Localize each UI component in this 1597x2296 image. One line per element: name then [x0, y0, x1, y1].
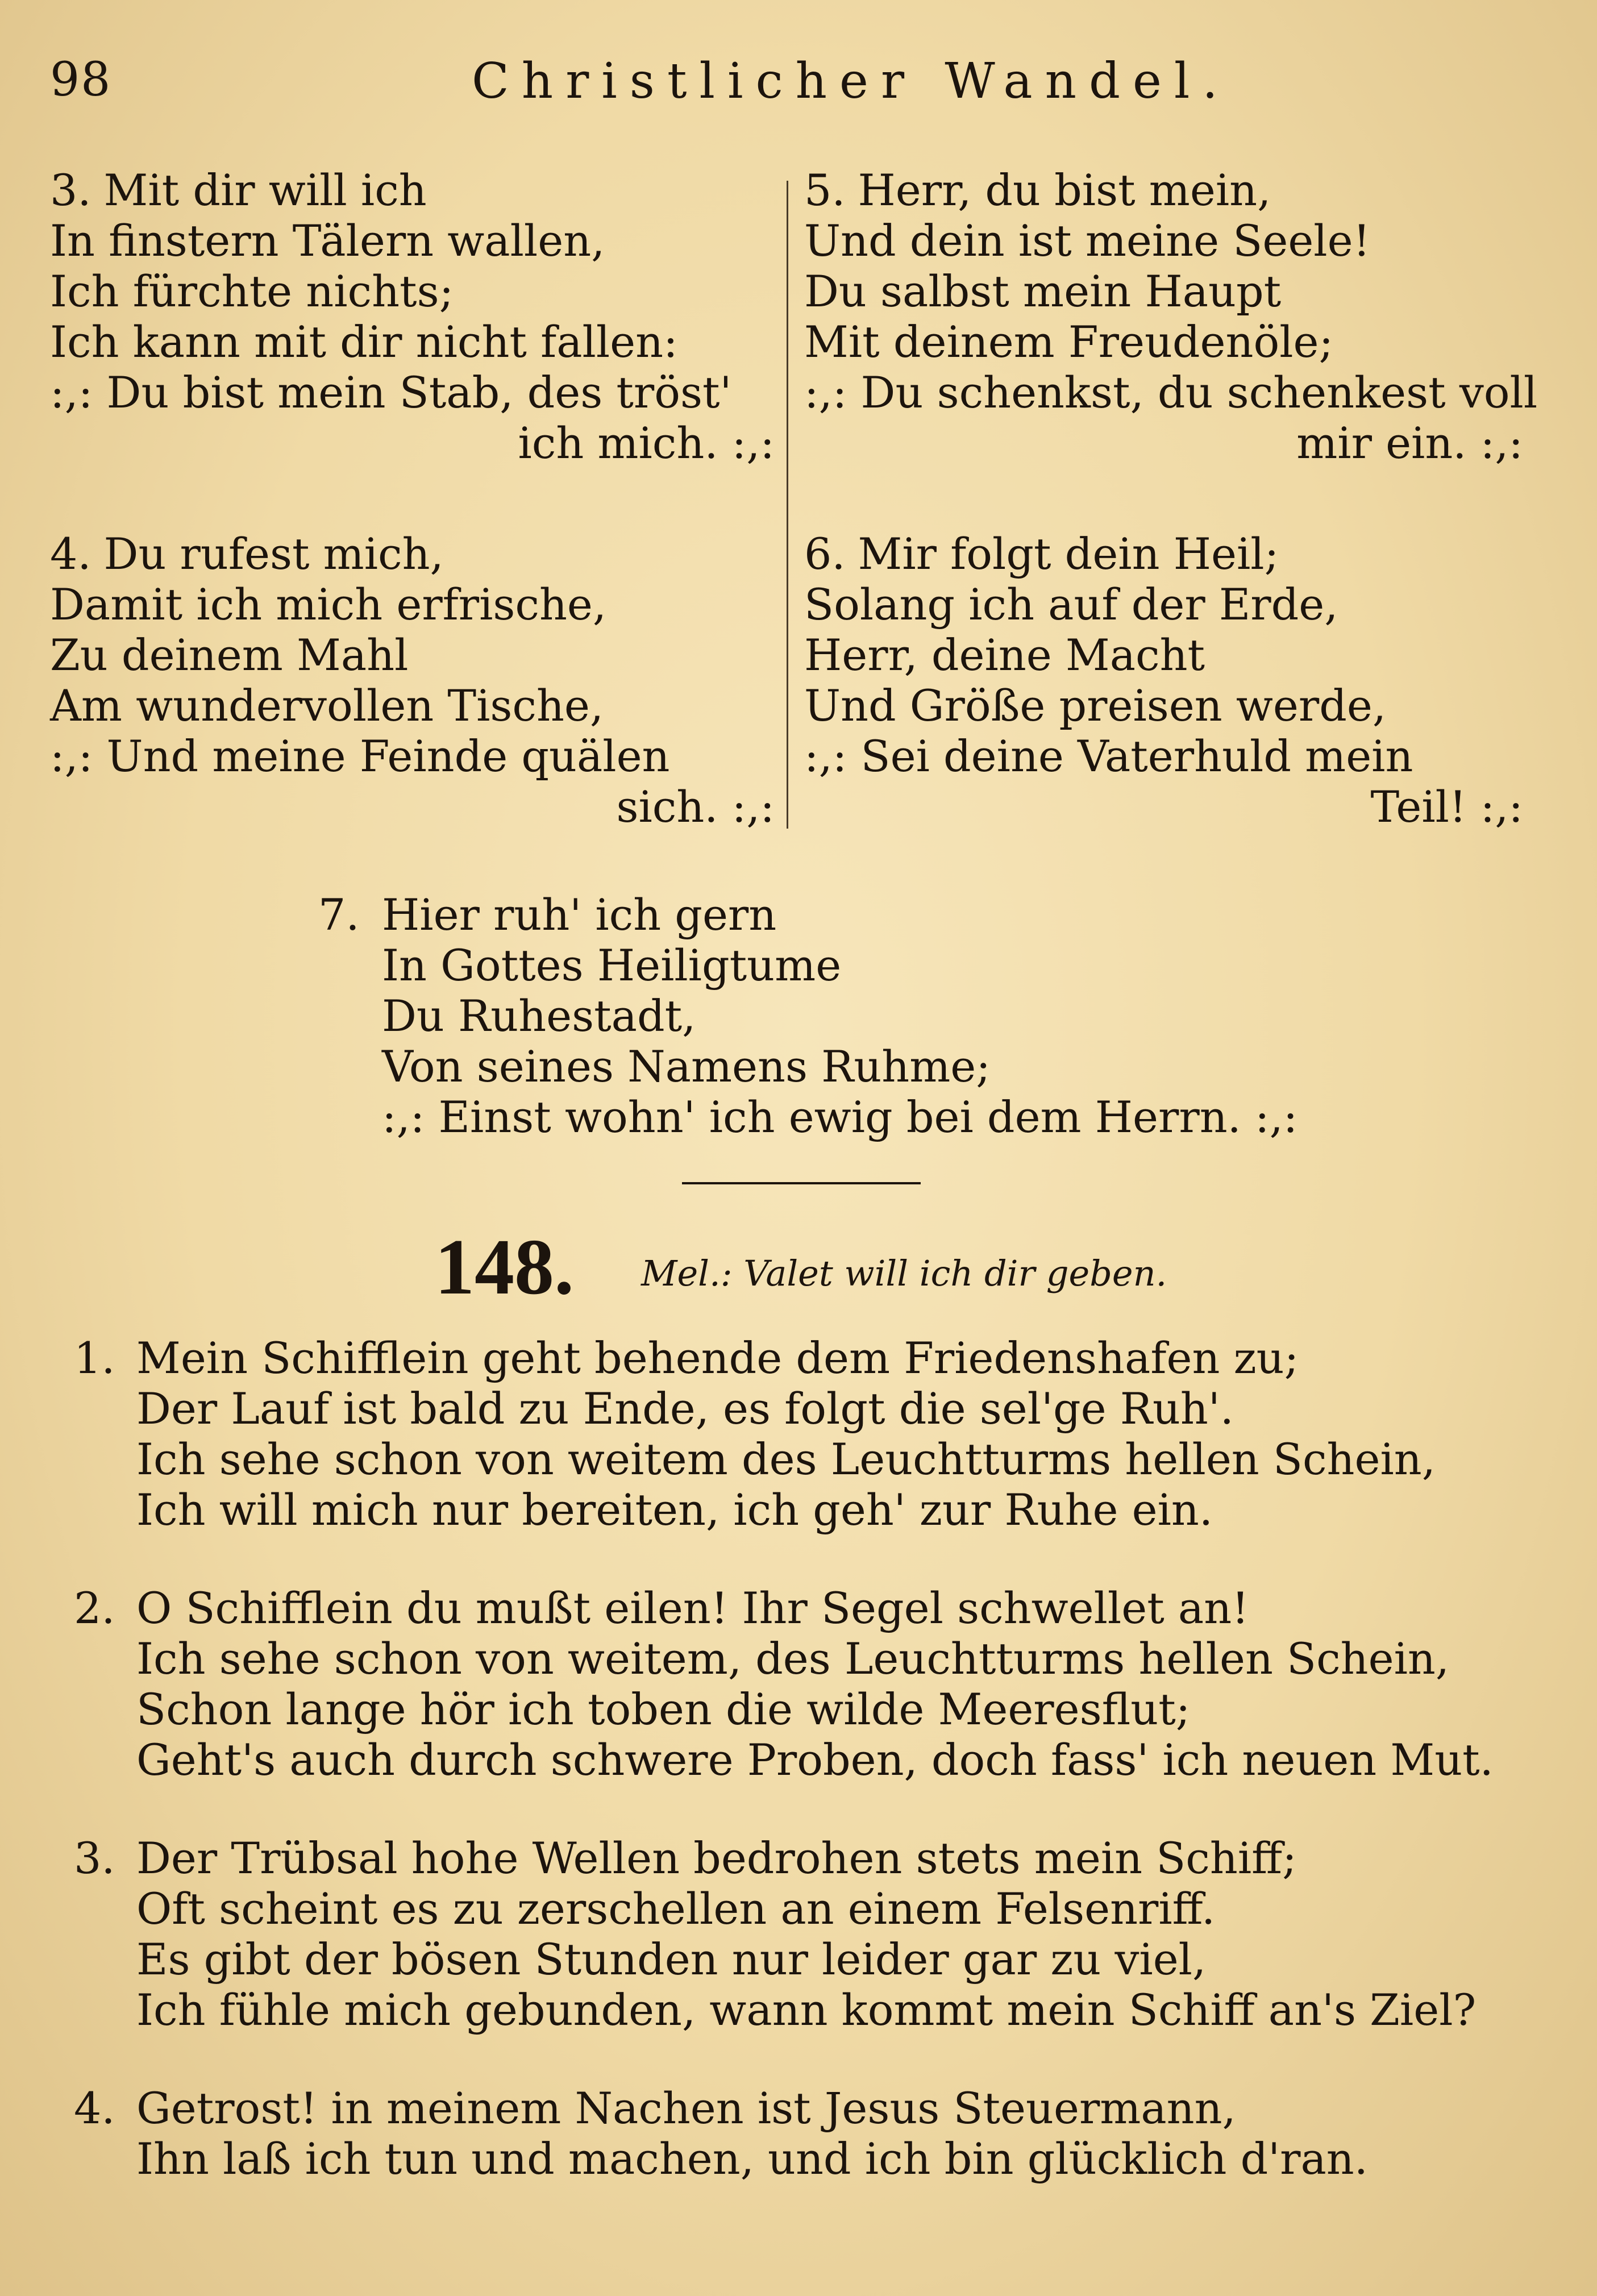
- stanza-3: [50, 165, 775, 468]
- verse-line: 1. Mein Schifflein geht behende dem Friedenshafen zu;: [74, 1333, 1299, 1383]
- stanza-line: :,: Und meine Feinde quälen: [50, 731, 670, 781]
- verse-number: 1.: [74, 1333, 115, 1383]
- stanza-line: 7. Hier ruh' ich gern: [318, 889, 777, 940]
- stanza-line: Damit ich mich erfrische,: [50, 579, 607, 630]
- stanza-4: [50, 529, 775, 832]
- verse-4: [74, 2083, 1368, 2184]
- stanza-7: [318, 889, 1297, 1142]
- stanza-line: 5. Herr, du bist mein,: [804, 165, 1271, 215]
- verse-line: 3. Der Trübsal hohe Wellen bedrohen stets mein Schiff;: [74, 1833, 1297, 1883]
- verse-line: Ihn laß ich tun und machen, und ich bin glücklich d'ran.: [136, 2133, 1368, 2184]
- stanza-line: Ich kann mit dir nicht fallen:: [50, 317, 678, 367]
- stanza-line: 3. Mit dir will ich: [50, 165, 427, 215]
- verse-line: Schon lange hör ich toben die wilde Meeresflut;: [136, 1684, 1191, 1735]
- stanza-line: In finstern Tälern wallen,: [50, 215, 605, 266]
- verse-line: Ich sehe schon von weitem des Leuchtturms hellen Schein,: [136, 1434, 1436, 1484]
- stanza-line: Und Größe preisen werde,: [804, 680, 1386, 731]
- stanza-line: Du salbst mein Haupt: [804, 266, 1282, 317]
- column-divider: [787, 181, 788, 829]
- stanza-line: Mit deinem Freudenöle;: [804, 317, 1334, 367]
- verse-number: 3.: [74, 1833, 115, 1883]
- stanza-line: Solang ich auf der Erde,: [804, 579, 1338, 630]
- stanza-line: Herr, deine Macht: [804, 630, 1205, 680]
- verse-line: Ich will mich nur bereiten, ich geh' zur Ruhe ein.: [136, 1484, 1213, 1535]
- stanza-line: 4. Du rufest mich,: [50, 529, 444, 579]
- page-number: 98: [50, 53, 112, 107]
- stanza-line-continuation: ich mich. :,:: [518, 418, 775, 468]
- stanza-number: 7.: [318, 889, 360, 940]
- stanza-line: Ich fürchte nichts;: [50, 266, 454, 317]
- stanza-number: 4.: [50, 529, 92, 579]
- stanza-line: :,: Sei deine Vaterhuld mein: [804, 731, 1413, 781]
- verse-line: Es gibt der bösen Stunden nur leider gar zu viel,: [136, 1934, 1207, 1985]
- verse-line: 4. Getrost! in meinem Nachen ist Jesus Steuermann,: [74, 2083, 1236, 2133]
- stanza-line-continuation: mir ein. :,:: [1296, 418, 1523, 468]
- section-divider: [682, 1182, 921, 1184]
- stanza-line: :,: Du schenkst, du schenkest voll: [804, 367, 1538, 418]
- verse-1: [74, 1333, 1436, 1535]
- verse-line: Geht's auch durch schwere Proben, doch fass' ich neuen Mut.: [136, 1735, 1494, 1785]
- melody-note: Mel.: Valet will ich dir geben.: [641, 1253, 1167, 1294]
- stanza-line: 6. Mir folgt dein Heil;: [804, 529, 1279, 579]
- stanza-line: In Gottes Heiligtume: [382, 940, 842, 991]
- verse-number: 2.: [74, 1583, 115, 1633]
- verse-2: [74, 1583, 1494, 1785]
- running-title: Christlicher Wandel.: [472, 53, 1230, 110]
- verse-line: Ich sehe schon von weitem, des Leuchtturms hellen Schein,: [136, 1633, 1450, 1684]
- stanza-line: Du Ruhestadt,: [382, 991, 696, 1041]
- stanza-line: :,: Du bist mein Stab, des tröst': [50, 367, 732, 418]
- verse-3: [74, 1833, 1477, 2035]
- stanza-line-continuation: Teil! :,:: [1370, 781, 1523, 832]
- verse-line: Der Lauf ist bald zu Ende, es folgt die sel'ge Ruh'.: [136, 1383, 1234, 1434]
- stanza-line: :,: Einst wohn' ich ewig bei dem Herrn. :,:: [382, 1092, 1298, 1142]
- stanza-5: [804, 165, 1538, 468]
- stanza-number: 6.: [804, 529, 846, 579]
- stanza-line: Von seines Namens Ruhme;: [382, 1041, 991, 1092]
- stanza-6: [804, 529, 1523, 832]
- stanza-number: 3.: [50, 165, 92, 215]
- verse-line: 2. O Schifflein du mußt eilen! Ihr Segel schwellet an!: [74, 1583, 1249, 1633]
- stanza-line-continuation: sich. :,:: [616, 781, 775, 832]
- stanza-line: Und dein ist meine Seele!: [804, 215, 1371, 266]
- verse-number: 4.: [74, 2083, 115, 2133]
- hymn-number: 148.: [435, 1223, 574, 1311]
- verse-line: Ich fühle mich gebunden, wann kommt mein Schiff an's Ziel?: [136, 1985, 1477, 2035]
- stanza-line: Am wundervollen Tische,: [50, 680, 604, 731]
- verse-line: Oft scheint es zu zerschellen an einem Felsenriff.: [136, 1883, 1216, 1934]
- stanza-line: Zu deinem Mahl: [50, 630, 409, 680]
- stanza-number: 5.: [804, 165, 846, 215]
